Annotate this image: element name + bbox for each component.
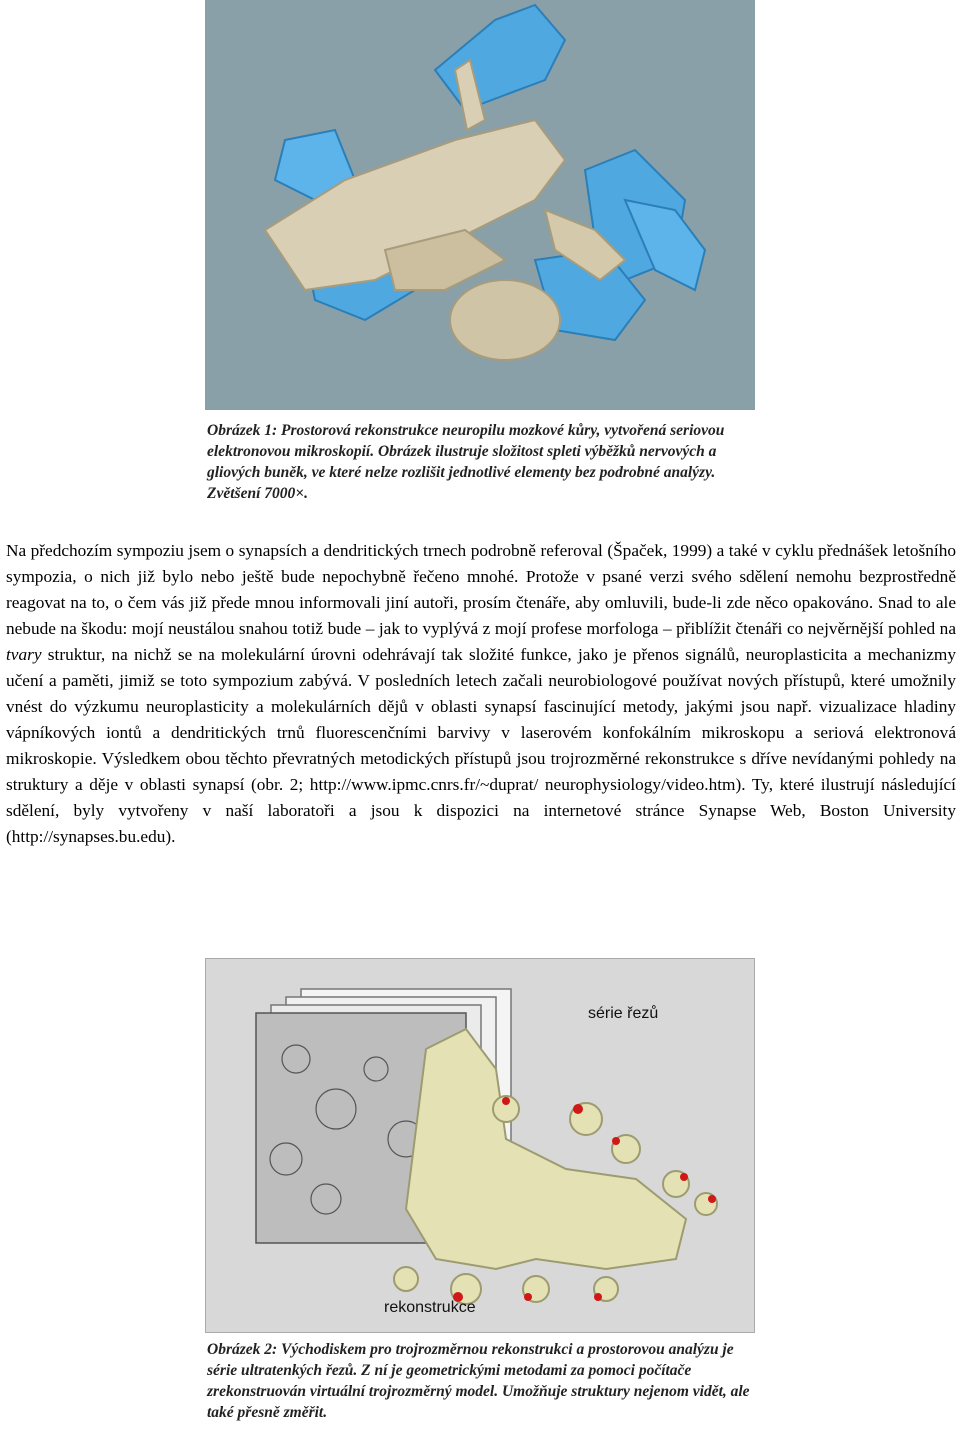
serial-sections-reconstruction-illustration — [206, 959, 755, 1333]
body-paragraph — [6, 538, 956, 850]
figure-1 — [205, 0, 755, 510]
figure-1-caption: Obrázek 1: Prostorová rekonstrukce neuropilu mozkové kůry, vytvořená seriovou elektronovou mikroskopií. Obrázek ilustruje složitost spleti výběžků nervových a gliových buněk, ve které nelze rozlišit jednotlivé elementy bez podrobné analýzy. Zvětšení 7000×. — [207, 422, 725, 502]
body-text-part-2: struktur, na nichž se na molekulární úrovni odehrávají tak složité funkce, jako je přenos signálů, neuroplasticita a mechanizmy učení a paměti, jimiž se toto sympozium zabývá. V posledních letech začali neurobiologové používat nových přístupů, které umožnily vnést do výzkumu neuroplasticity a molekulárních dějů v oblasti synapsí fascinující metody, jakými jsou např. vizualizace hladiny vápníkových iontů a dendritických trnů fluorescenčními barvivy v laserovém konfokálním mikroskopu a seriová elektronová mikroskopie. Výsledkem obou těchto převratných metodických přístupů jsou trojrozměrné rekonstrukce s dříve nevídanými pohledy na struktury a děje v oblasti synapsí (obr. 2; http://www.ipmc.cnrs.fr/~duprat/ neurophysiology/video.htm). Ty, které ilustrují následující sdělení, byly vytvořeny v naší laboratoři a jsou k dispozici na internetové stránce Synapse Web, Boston University (http://synapses.bu.edu). — [6, 645, 956, 846]
body-text-part-1: Na předchozím sympoziu jsem o synapsích a dendritických trnech podrobně referoval (Špaček, 1999) a také v cyklu přednášek letošního sympozia, o nich již bylo nebo ještě bude nepochybně řečeno mnohé. Protože v psané verzi svého sdělení nemohu bezprostředně reagovat na to, o čem vás již přede mnou informovali jiní autoři, prosím čtenáře, aby omluvili, bude-li zde něco opakováno. Snad to ale nebude na škodu: mojí neustálou snahou totiž bude – jak to vyplývá z mojí profese morfologa – přiblížit čtenáři co nejvěrnější pohled na — [6, 541, 956, 638]
label-reconstruction: rekonstrukce — [384, 1299, 476, 1316]
body-text-italic: tvary — [6, 645, 42, 664]
label-series: série řezů — [588, 1005, 659, 1022]
figure-1-image — [205, 0, 755, 410]
figure-2 — [205, 958, 755, 1428]
figure-2-image — [205, 958, 755, 1333]
neuropil-reconstruction-illustration — [205, 0, 755, 410]
figure-2-caption: Obrázek 2: Východiskem pro trojrozměrnou rekonstrukci a prostorovou analýzu je série ultratenkých řezů. Z ní je geometrickými metodami za pomoci počítače zrekonstruován virtuální trojrozměrný model. Umožňuje struktury nejenom vidět, ale také přesně změřit. — [207, 1341, 750, 1421]
